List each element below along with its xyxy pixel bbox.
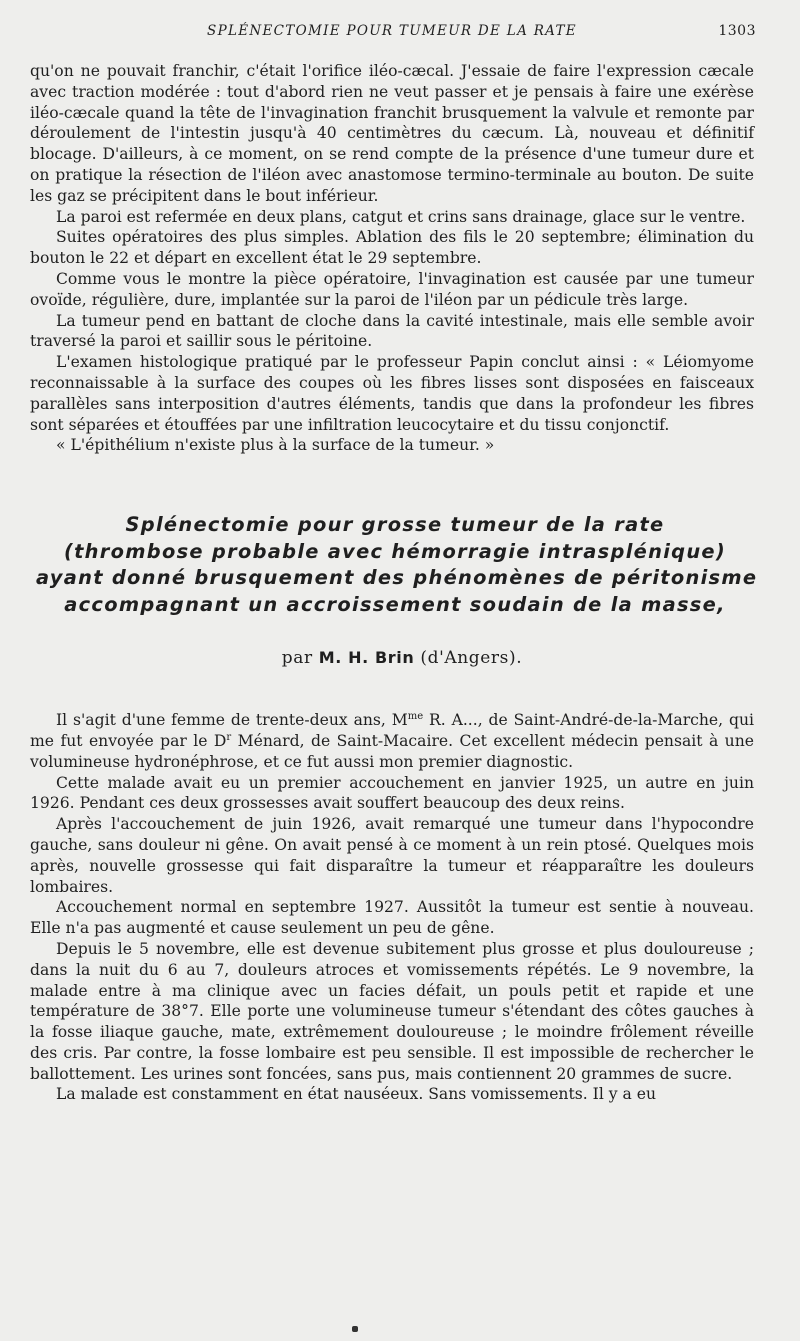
paragraph: Accouchement normal en septembre 1927. Aussitôt la tumeur est sentie à nouveau. Elle n'a pas augmenté et cause seulement un peu de gêne.	[30, 898, 754, 938]
title-line: Splénectomie pour grosse tumeur de la rate	[125, 513, 665, 537]
paragraph: La paroi est refermée en deux plans, catgut et crins sans drainage, glace sur le ventre.	[56, 207, 746, 226]
title-line: ayant donné brusquement des phénomènes de péritonisme	[36, 566, 758, 590]
byline-author: M. H. Brin	[318, 648, 415, 668]
article-title	[30, 512, 758, 618]
paragraph: qu'on ne pouvait franchir, c'était l'orifice iléo-cæcal. J'essaie de faire l'expression cæcale avec traction modérée : tout d'abord rien ne veut passer et je pensais à faire une exérèse iléo-cæcale quand la tête de l'invagination franchit brusquement la valvule et remonte par déroulement de l'intestin jusqu'à 40 centimètres du cæcum. Là, nouveau et définitif blocage. D'ailleurs, à ce moment, on se rend compte de la présence d'une tumeur dure et on pratique la résection de l'iléon avec anastomose termino-terminale au bouton. De suite les gaz se précipitent dans le bout inférieur.	[30, 62, 754, 205]
title-line: accompagnant un accroissement soudain de la masse,	[64, 592, 726, 616]
paragraph: Il s'agit d'une femme de trente-deux ans, $M^{me}$ R. A..., de Saint-André-de-la-Marche, qui me fut envoyée par le $D^r$ Ménard, de Saint-Macaire. Cet excellent médecin pensait à une volumineuse hydronéphrose, et ce fut aussi mon premier diagnostic.	[30, 711, 754, 771]
paragraph: Suites opératoires des plus simples. Ablation des fils le 20 septembre; élimination du bouton le 22 et départ en excellent état le 29 septembre.	[30, 228, 754, 268]
previous-article-text	[30, 61, 754, 456]
title-line: (thrombose probable avec hémorragie intrasplénique)	[63, 539, 727, 563]
paragraph: « L'épithélium n'existe plus à la surface de la tumeur. »	[56, 436, 495, 455]
running-title: SPLÉNECTOMIE POUR TUMEUR DE LA RATE	[207, 23, 577, 39]
paragraph: Cette malade avait eu un premier accouchement en janvier 1925, un autre en juin 1926. Pendant ces deux grossesses avait souffert beaucoup des deux reins.	[30, 773, 754, 813]
paragraph: La malade est constamment en état nauséeux. Sans vomissements. Il y a eu	[56, 1085, 657, 1104]
paragraph: Comme vous le montre la pièce opératoire, l'invagination est causée par une tumeur ovoïde, régulière, dure, implantée sur la paroi de l'iléon par un pédicule très large.	[30, 269, 754, 309]
ink-mark	[352, 1326, 358, 1332]
running-header	[30, 20, 754, 46]
page-number: 1303	[718, 23, 756, 39]
byline	[30, 648, 754, 668]
paragraph: L'examen histologique pratiqué par le professeur Papin conclut ainsi : « Léiomyome reconnaissable à la surface des coupes où les fibres lisses sont disposées en faisceaux parallèles sans interposition d'autres éléments, tandis que dans la profondeur les fibres sont séparées et étouffées par une infiltration leucocytaire et du tissu conjonctif.	[30, 353, 754, 434]
paragraph: La tumeur pend en battant de cloche dans la cavité intestinale, mais elle semble avoir traversé la paroi et saillir sous le péritoine.	[30, 311, 754, 351]
paragraph: Après l'accouchement de juin 1926, avait remarqué une tumeur dans l'hypocondre gauche, sans douleur ni gêne. On avait pensé à ce moment à un rein ptosé. Quelques mois après, nouvelle grossesse qui fait disparaître la tumeur et réapparaître les douleurs lombaires.	[30, 815, 754, 896]
byline-prefix: par	[281, 648, 313, 669]
paragraph: Depuis le 5 novembre, elle est devenue subitement plus grosse et plus douloureuse ; dans la nuit du 6 au 7, douleurs atroces et vomissements répétés. Le 9 novembre, la malade entre à ma clinique avec un facies défait, un pouls petit et rapide et une température de 38°7. Elle porte une volumineuse tumeur s'étendant des côtes gauches à la fosse iliaque gauche, mate, extrêmement douloureuse ; le moindre frôlement réveille des cris. Par contre, la fosse lombaire est peu sensible. Il est impossible de rechercher le ballottement. Les urines sont foncées, sans pus, mais contiennent 20 grammes de sucre.	[30, 939, 754, 1083]
article-body	[30, 710, 754, 1105]
byline-place: (d'Angers).	[420, 648, 523, 669]
